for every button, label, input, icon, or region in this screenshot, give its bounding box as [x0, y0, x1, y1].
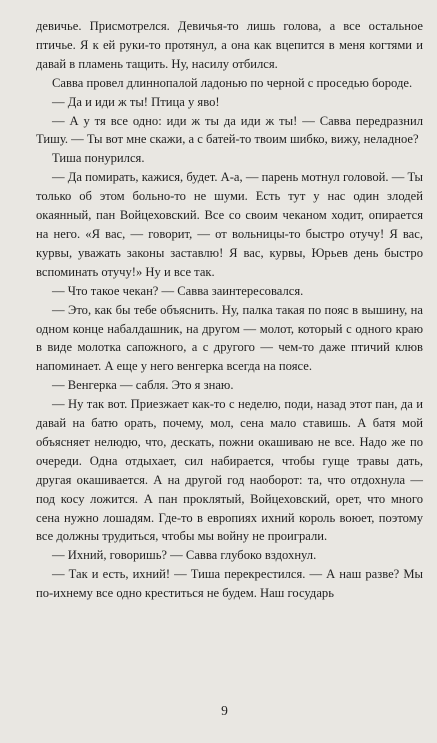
paragraph: — Что такое чекан? — Савва заинтересовался.: [52, 283, 304, 298]
paragraph: — Венгерка — сабля. Это я знаю.: [52, 378, 234, 393]
paragraph: — Ихний, говоришь? — Савва глубоко вздохнул.: [52, 548, 317, 563]
paragraph: — А у тя все одно: иди ж ты да иди ж ты! — Савва передразнил Тишу. — Ты вот мне скажи, а с батей-то твоим шибко, вижу, неладное?: [36, 113, 423, 147]
paragraph: — Это, как бы тебе объяснить. Ну, палка такая по пояс в вышину, на одном конце набалдашник, на другом — молот, который с одного краю в виде молотка сапожного, а с другого — чем-то даже птичий клюв напоминает. А еще у него венгерка всегда на поясе.: [36, 302, 423, 374]
paragraph: — Да помирать, кажися, будет. А-а, — парень мотнул головой. — Ты только об этом больно-то не шуми. Есть тут у нас один злодей окаянный, пан Войцеховский. Все со своим чеканом ходит, опирается на него. «Я вас, — говорит, — от вольницы-то быстро отучу! Я вас, курвы, уважать законы заставлю! Я вас, курвы, Юрьев день быстро вспоминать отучу!» Ну и все так.: [36, 170, 423, 279]
body-text: [36, 17, 423, 603]
page-number: 9: [221, 703, 228, 718]
paragraph: девичье. Присмотрелся. Девичья-то лишь голова, а все остальное птичье. Я к ей руки-то протянул, а она как вцепится в меня когтями и давай в пламень тащить. Ну, насилу отбился.: [36, 19, 423, 71]
paragraph: Савва провел длиннопалой ладонью по черной с проседью бороде.: [52, 75, 413, 90]
paragraph: Тиша понурился.: [52, 151, 145, 166]
paragraph: — Ну так вот. Приезжает как-то с неделю, поди, назад этот пан, да и давай на батю орать, почему, мол, сена мало ставишь. А батя мой объясняет нелюдю, что, дескать, пожни окашиваю не все. Надо же по очереди. Одна отдыхает, сил набирается, чтобы гуще травы дать, другая окашивается. А на другой год наоборот: та, что отдохнула — под косу ложится. А пан проклятый, Войцеховский, орет, что много сена нужно лошадям. Где-то в европиях ихний король воюет, поэтому все должны трудиться, чтобы мы войну не проиграли.: [36, 397, 423, 544]
paragraph: — Так и есть, ихний! — Тиша перекрестился. — А наш разве? Мы по-ихнему все одно креститься не будем. Наш государь: [36, 567, 423, 601]
paragraph: — Да и иди ж ты! Птица у яво!: [52, 94, 220, 109]
